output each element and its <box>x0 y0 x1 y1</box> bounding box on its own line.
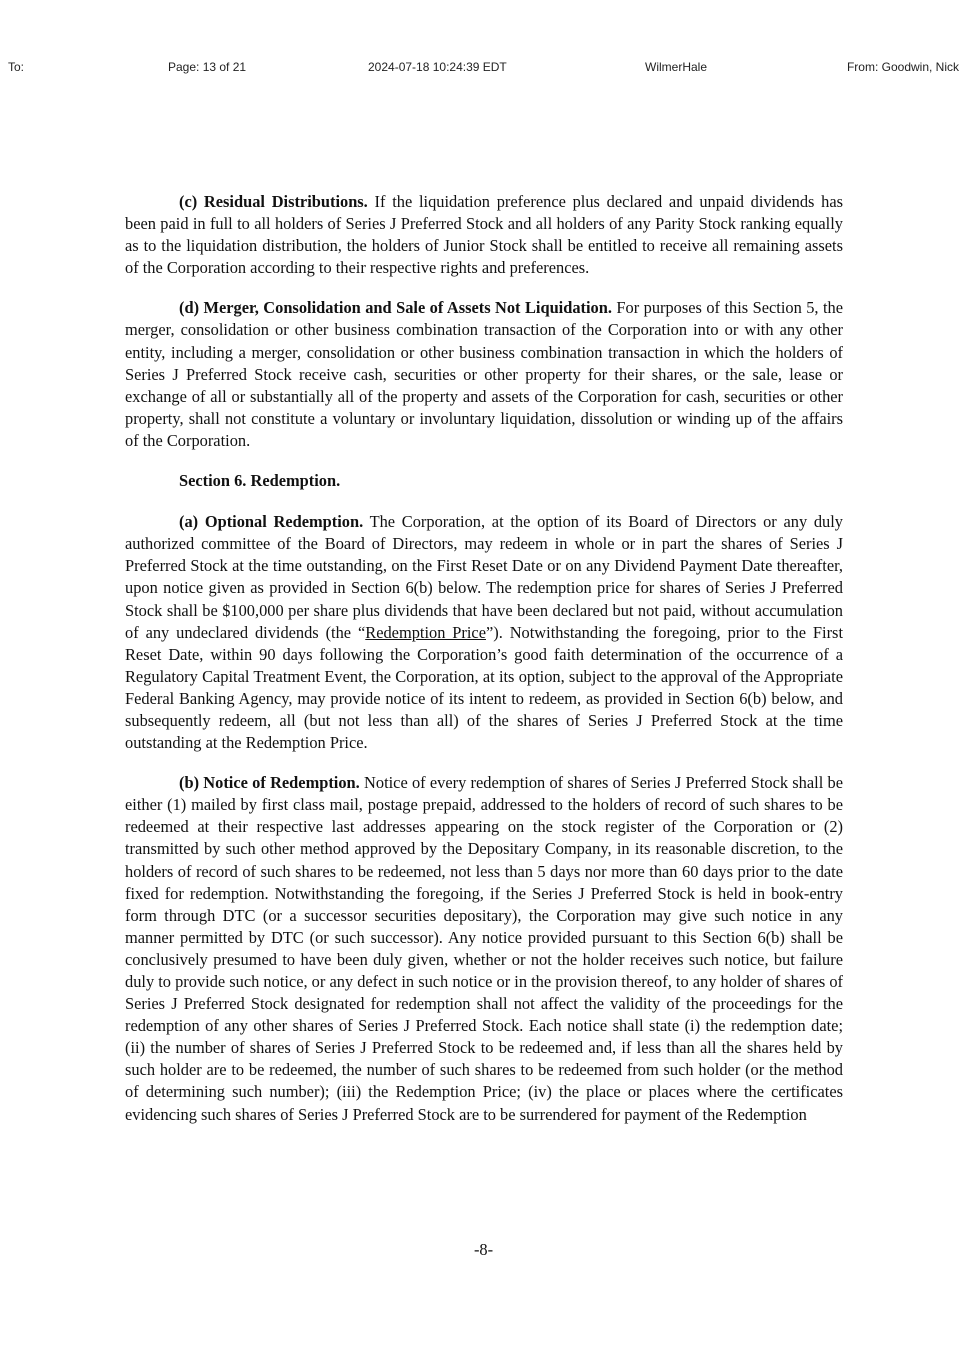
paragraph-text: If the liquidation preference plus declared and unpaid dividends has been paid in full to all holders of Series J Preferred Stock and all holders of any Parity Stock ranking equally as to the liquidation distribution, the holders of Junior Stock shall be entitled to receive all remaining assets of the Corporation according to their respective rights and preferences. <box>125 192 844 278</box>
paragraph-heading: (c) Residual Distributions. <box>179 192 368 211</box>
paragraph-heading: (b) Notice of Redemption. <box>179 773 360 793</box>
paragraph-residual-distributions <box>125 191 843 279</box>
paragraph-text: For purposes of this Section 5, the merger, consolidation or other business combination transaction of the Corporation into or with any other entity, including a merger, consolidation or other business combination transaction in which the holders of Series J Preferred Stock receive cash, securities or other property for their shares, or the sale, lease or exchange of all or substantially all of the property and assets of the Corporation for cash, securities or other property, shall not constitute a voluntary or involuntary liquidation, dissolution or winding up of the affairs of the Corporation. <box>125 298 843 450</box>
paragraph-heading: (a) Optional Redemption. <box>179 512 364 532</box>
fax-header <box>0 60 967 76</box>
paragraph-text: ”). Notwithstanding the foregoing, prior to the First Reset Date, within 90 days following the Corporation’s good faith determination of the occurrence of a Regulatory Capital Treatment Event, the Corporation, at its option, subject to the approval of the Appropriate Federal Banking Agency, may provide notice of its intent to redeem, as provided in Section 6(b) below, and subsequently redeem, all (but not less than all) of the shares of Series J Preferred Stock at the time outstanding at the Redemption Price. <box>125 622 843 753</box>
fax-timestamp: 2024-07-18 10:24:39 EDT <box>368 60 507 74</box>
section-heading: Section 6. Redemption. <box>179 471 341 491</box>
fax-page-count: Page: 13 of 21 <box>168 60 247 74</box>
paragraph-notice-of-redemption <box>125 772 843 1126</box>
fax-from-label: From: Goodwin, Nick <box>846 60 959 74</box>
paragraph-merger-consolidation <box>125 297 843 452</box>
page-number: -8- <box>473 1240 494 1259</box>
paragraph-optional-redemption <box>125 511 843 754</box>
paragraph-text: The Corporation, at the option of its Board of Directors or any duly authorized committee of the Board of Directors, may redeem in whole or in part the shares of Series J Preferred Stock at the time outstanding, on the First Reset Date or on any Dividend Payment Date thereafter, upon notice given as provided in Section 6(b) below. The redemption price for shares of Series J Preferred Stock shall be $100,000 per share plus dividends that have been declared but not paid, without accumulation of any undeclared dividends (the “ <box>125 512 843 642</box>
fax-firm-name: WilmerHale <box>645 60 708 74</box>
document-body <box>125 191 843 1144</box>
defined-term: Redemption Price <box>365 622 486 642</box>
paragraph-heading: (d) Merger, Consolidation and Sale of Assets Not Liquidation. <box>179 298 612 318</box>
fax-to-label: To: <box>8 60 25 74</box>
paragraph-text: Notice of every redemption of shares of Series J Preferred Stock shall be either (1) mailed by first class mail, postage prepaid, addressed to the holders of record of such shares to be redeemed at their respective last addresses appearing on the stock register of the Corporation or (2) transmitted by such other method approved by the Depositary Company, in its reasonable discretion, to the holders of record of such shares to be redeemed, not less than 5 days nor more than 60 days prior to the date fixed for redemption. Notwithstanding the foregoing, if the Series J Preferred Stock is held in book-entry form through DTC (or a successor securities depositary), the Corporation may give such notice in any manner permitted by DTC (or such successor). Any notice provided pursuant to this Section 6(b) shall be conclusively presumed to have been duly given, whether or not the holder receives such notice, but failure duly to provide such notice, or any defect in such notice or in the provision thereof, to any holder of shares of Series J Preferred Stock designated for redemption shall not affect the validity of the proceedings for the redemption of any other shares of Series J Preferred Stock. Each notice shall state (i) the redemption date; (ii) the number of shares of Series J Preferred Stock to be redeemed and, if less than all the shares held by such holder are to be redeemed, the number of such shares to be redeemed from such holder (or the method of determining such number); (iii) the Redemption Price; (iv) the place or places where the certificates evidencing such shares of Series J Preferred Stock are to be surrendered for payment of the Redemption <box>125 773 843 1124</box>
